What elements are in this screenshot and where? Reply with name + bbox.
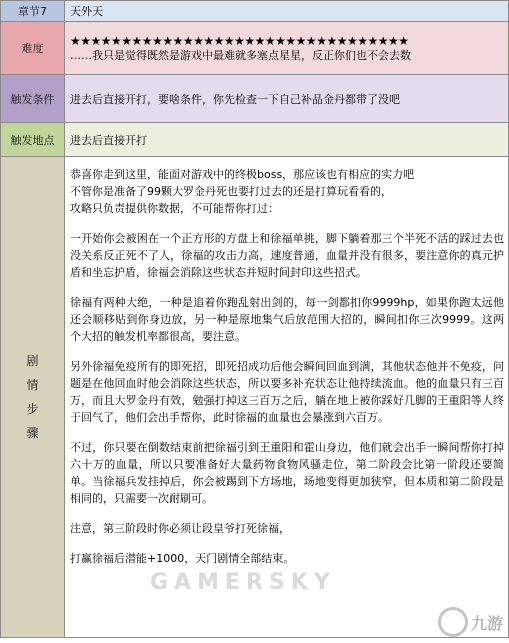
step-paragraph-phase1: 一开始你会被困在一个正方形的方盘上和徐福单挑，脚下躺着那三个半死不活的踩过去也没关系反正死不了人，徐福的攻击力高，速度普通，血量并没有很多，要注意你的真元护盾和坐忘护盾，徐福会消除这些状态并短时间封印这些招式。 [70, 232, 504, 279]
trigger-location-label: 触发地点 [1, 123, 65, 157]
difficulty-row [1, 22, 509, 75]
steps-label-char: 步 [26, 402, 39, 416]
chapter-label: 章节7 [1, 1, 65, 22]
step-paragraph-ultimates: 徐福有两种大绝，一种是追着你跑乱射出剑的，每一剑都扣你9999hp，如果你跑太远他还会顺移贴到你身边放，另一种是原地集气后放范围大招的，瞬间扣你三次9999。这两个大招的触发机率都很高，要注意。 [70, 296, 504, 343]
difficulty-stars: ★★★★★★★★★★★★★★★★★★★★★★★★★★★★★★★★★ [70, 33, 409, 48]
story-steps-label [1, 157, 65, 638]
steps-label-char: 骤 [26, 426, 39, 440]
trigger-condition-row [1, 75, 509, 123]
trigger-condition-label: 触发条件 [1, 75, 65, 123]
step-paragraph-intro: 恭喜你走到这里，能面对游戏中的终极boss，那应该也有相应的实力吧 不管你是准备了99颗大罗金丹死也要打过去的还是打算玩看看的， 攻略只负责提供你数据，不可能帮你打过： [70, 168, 415, 215]
chapter-value: 天外天 [65, 1, 509, 22]
trigger-location-value: 进去后直接开打 [65, 123, 509, 157]
step-paragraph-immunity: 另外徐福免疫所有的即死招，即死招成功后他会瞬间回血到满，其他状态他并不免疫，问题是在他回血时他会消除这些状态，所以要多补充状态让他持续流血。他的血量只有三百万，而且大罗金丹有效，勉强打掉这三百万之后，躺在地上被你踩好几脚的王重阳等人终于回气了，他们会出手帮你，此时徐福的血量也会暴涨到六百万。 [70, 360, 504, 424]
step-paragraph-phase2: 不过，你只要在倒数结束前把徐福引到王重阳和霍山身边，他们就会出手一瞬间帮你打掉六十万的血量，所以只要准备好大量药物食物风骚走位，第二阶段会比第一阶段还要简单。当徐福兵发挂掉后，你会被踢到下方场地，场地变得更加狭窄，但本质和第二阶段是相同的，只需要一次耐刷可。 [70, 441, 504, 505]
trigger-location-row [1, 123, 509, 157]
steps-label-char: 剧 [26, 354, 39, 368]
logo-icon [438, 607, 468, 637]
gamersky-watermark: GAMERSKY [150, 570, 336, 595]
step-paragraph-phase3: 注意，第三阶段时你必须让段皇爷打死徐福， [70, 522, 290, 535]
trigger-condition-value: 进去后直接开打，要啥条件，你先检查一下自己补品金丹都带了没吧 [65, 75, 509, 123]
difficulty-label: 难度 [1, 22, 65, 75]
steps-label-char: 情 [26, 378, 39, 392]
site-logo [438, 607, 503, 637]
logo-text: 九游 [470, 613, 503, 633]
story-steps-content [65, 157, 509, 638]
story-steps-row [1, 157, 509, 638]
difficulty-note: ……我只是觉得既然是游戏中最难就多塞点星星，反正你们也不会去数 [70, 48, 411, 62]
difficulty-value [65, 22, 509, 75]
chapter-row [1, 1, 509, 22]
step-paragraph-reward: 打赢徐福后潜能+1000，天门剧情全部结束。 [70, 552, 295, 565]
